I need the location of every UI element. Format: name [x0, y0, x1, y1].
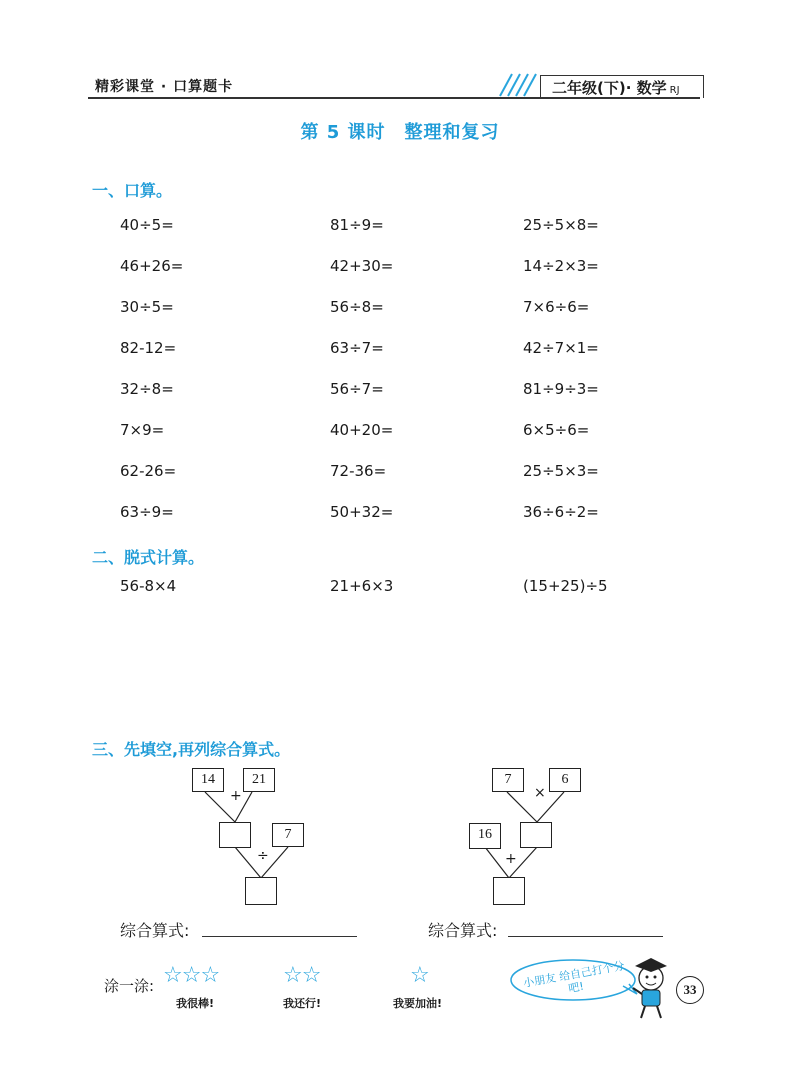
star-group-2[interactable]: ☆☆: [283, 963, 321, 988]
stepwise-problem: (15+25)÷5: [523, 577, 608, 595]
tree1-operand-b: 21: [243, 768, 275, 792]
tree1-operator-1: +: [230, 788, 242, 804]
mental-math-problem: 7×6÷6=: [523, 298, 590, 316]
header-grade-text: 二年级(下)· 数学: [552, 79, 667, 97]
mascot-bubble-text: 小朋友 给自己打个分吧!: [522, 959, 626, 996]
star-caption-1: 我要加油!: [393, 997, 443, 1010]
tree1-operator-2: ÷: [257, 848, 269, 864]
rating-label: 涂一涂:: [104, 977, 155, 995]
mental-math-problem: 50+32=: [330, 503, 394, 521]
tree2-operand-a: 7: [492, 768, 524, 792]
stepwise-problem: 21+6×3: [330, 577, 394, 595]
tree1-blank-result[interactable]: [245, 877, 277, 905]
mental-math-problem: 82-12=: [120, 339, 177, 357]
lesson-title: 第 5 课时 整理和复习: [300, 122, 500, 143]
tree2-formula-label: 综合算式:: [428, 921, 498, 940]
tree1-operand-c: 7: [272, 823, 304, 847]
tree1-formula-label: 综合算式:: [120, 921, 190, 940]
mental-math-problem: 46+26=: [120, 257, 184, 275]
mental-math-problem: 25÷5×3=: [523, 462, 599, 480]
mental-math-problem: 30÷5=: [120, 298, 174, 316]
mental-math-problem: 6×5÷6=: [523, 421, 590, 439]
section3-title: 三、先填空,再列综合算式。: [92, 740, 291, 759]
tree2-operand-c: 16: [469, 823, 501, 849]
mental-math-problem: 14÷2×3=: [523, 257, 599, 275]
mental-math-problem: 7×9=: [120, 421, 165, 439]
mental-math-problem: 25÷5×8=: [523, 216, 599, 234]
tree2-blank-1[interactable]: [520, 822, 552, 848]
tree1-formula-line[interactable]: [202, 936, 357, 937]
mental-math-problem: 36÷6÷2=: [523, 503, 599, 521]
mental-math-problem: 42+30=: [330, 257, 394, 275]
header-grade-subject: [552, 77, 680, 98]
mental-math-problem: 62-26=: [120, 462, 177, 480]
header-slash-decoration: [492, 72, 542, 98]
mental-math-problem: 56÷8=: [330, 298, 384, 316]
tree1-operand-a: 14: [192, 768, 224, 792]
mental-math-problem: 63÷7=: [330, 339, 384, 357]
mental-math-problem: 42÷7×1=: [523, 339, 599, 357]
header-edition: RJ: [669, 85, 680, 96]
mental-math-problem: 63÷9=: [120, 503, 174, 521]
tree2-operand-b: 6: [549, 768, 581, 792]
section1-title: 一、口算。: [92, 181, 173, 200]
tree1-blank-1[interactable]: [219, 822, 251, 848]
star-caption-3: 我很棒!: [176, 997, 215, 1010]
header-rule: [88, 97, 700, 99]
section2-title: 二、脱式计算。: [92, 548, 205, 567]
mental-math-problem: 81÷9÷3=: [523, 380, 599, 398]
star-caption-2: 我还行!: [283, 997, 322, 1010]
star-group-1[interactable]: ☆: [410, 963, 429, 988]
mental-math-problem: 56÷7=: [330, 380, 384, 398]
mental-math-problem: 81÷9=: [330, 216, 384, 234]
tree2-formula-line[interactable]: [508, 936, 663, 937]
stepwise-problem: 56-8×4: [120, 577, 177, 595]
tree2-blank-result[interactable]: [493, 877, 525, 905]
mental-math-problem: 40+20=: [330, 421, 394, 439]
mental-math-problem: 72-36=: [330, 462, 387, 480]
tree2-operator-1: ×: [534, 785, 546, 801]
mental-math-problem: 40÷5=: [120, 216, 174, 234]
page-number: 33: [676, 976, 704, 1004]
header-series-title: 精彩课堂 · 口算题卡: [95, 79, 234, 95]
tree2-operator-2: +: [505, 851, 517, 867]
star-group-3[interactable]: ☆☆☆: [163, 963, 220, 988]
mental-math-problem: 32÷8=: [120, 380, 174, 398]
